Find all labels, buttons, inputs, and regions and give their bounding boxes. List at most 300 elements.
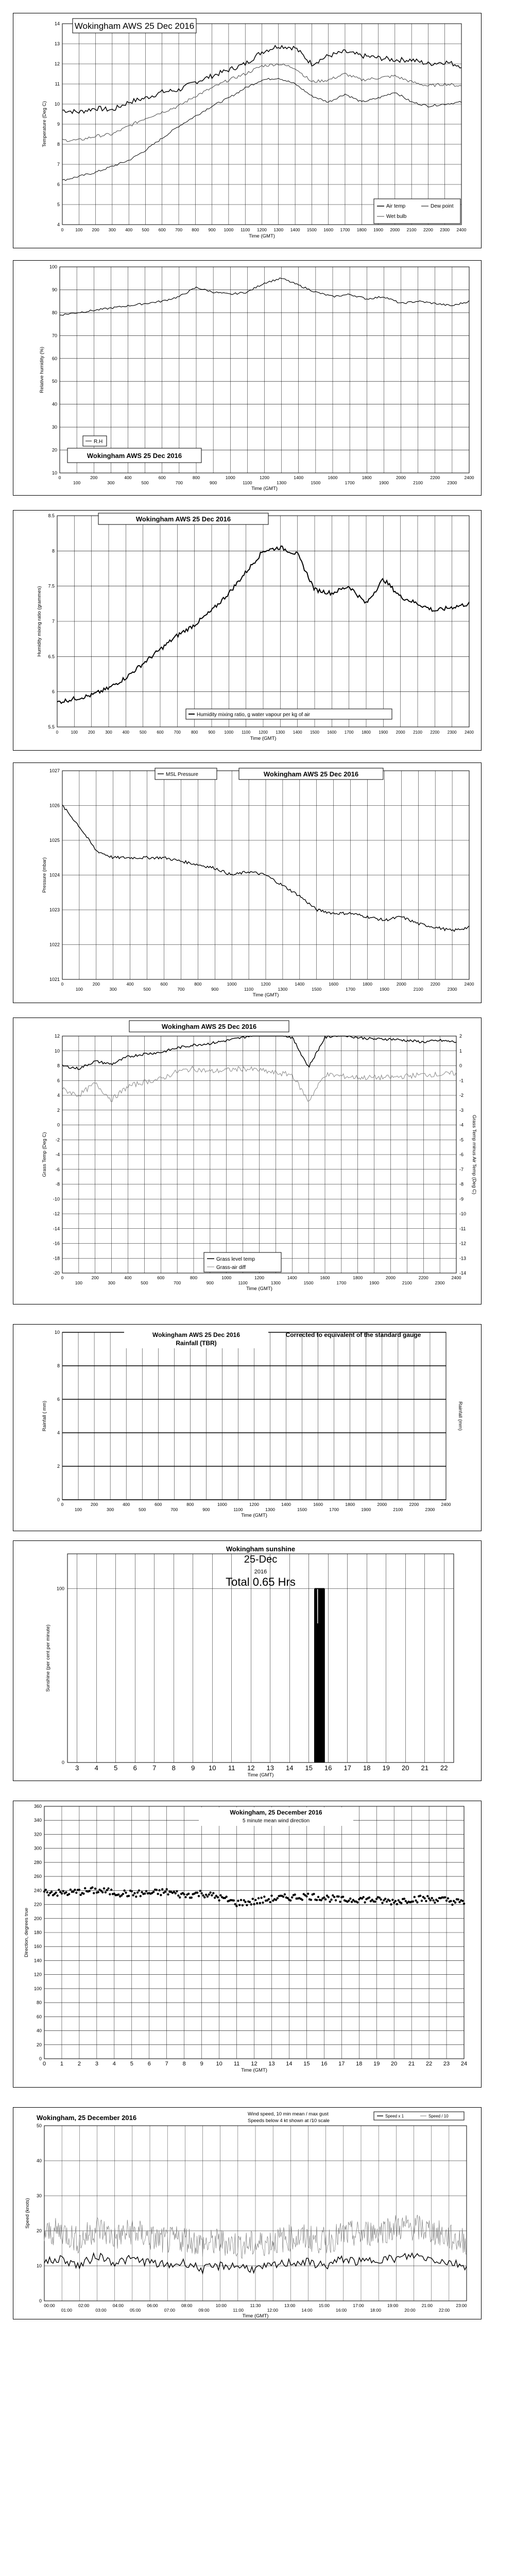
direction-point xyxy=(400,1902,402,1904)
chart-title: Wokingham AWS 25 Dec 2016 xyxy=(152,1331,241,1338)
y-tick-label: 10 xyxy=(52,470,57,476)
y2-tick-label: -4 xyxy=(459,1122,464,1128)
x-tick-label: 1700 xyxy=(346,987,356,992)
x-tick-label: 2200 xyxy=(409,1502,419,1507)
sunshine-chart xyxy=(13,1541,481,1781)
legend-label: Grass-air diff xyxy=(216,1265,246,1270)
y-tick-label: -2 xyxy=(55,1137,60,1143)
x-tick-label: 1200 xyxy=(260,475,269,480)
x-tick-label: 500 xyxy=(141,1280,148,1285)
wind-direction-chart-panel xyxy=(13,1801,482,2088)
x-tick-label: 1700 xyxy=(344,730,354,735)
direction-point xyxy=(270,1894,272,1896)
direction-point xyxy=(430,1899,432,1901)
direction-point xyxy=(256,1902,258,1904)
x-tick-label: 900 xyxy=(206,1280,214,1285)
x-tick-label: 2400 xyxy=(451,1275,461,1280)
y-tick-label: 50 xyxy=(36,2123,42,2128)
y-tick-label: 8 xyxy=(57,1363,60,1368)
x-tick-label: 1900 xyxy=(379,987,389,992)
direction-point xyxy=(246,1904,248,1906)
y2-tick-label: -11 xyxy=(459,1226,466,1231)
x-tick-label: 21 xyxy=(408,2061,415,2067)
x-tick-label: 1400 xyxy=(290,227,300,232)
y-tick-label: 0 xyxy=(61,1760,64,1765)
direction-point xyxy=(405,1900,407,1902)
y-axis-label: Humidity mixing ratio (grammes) xyxy=(37,586,42,657)
direction-point xyxy=(123,1889,125,1891)
x-tick-label: 2300 xyxy=(440,227,450,232)
y-tick-label: 40 xyxy=(36,2028,42,2033)
x-tick-label: 6 xyxy=(133,1764,137,1772)
x-tick-label: 8 xyxy=(182,2061,186,2067)
x-tick-label: 1500 xyxy=(311,480,321,485)
x-tick-label: 1900 xyxy=(379,480,389,485)
direction-point xyxy=(426,1895,428,1897)
x-tick-label: 18 xyxy=(363,1764,371,1772)
direction-point xyxy=(58,1889,60,1891)
direction-point xyxy=(419,1895,421,1897)
x-axis-label: Time (GMT) xyxy=(249,233,275,239)
direction-point xyxy=(333,1896,335,1898)
y-tick-label: 360 xyxy=(33,1804,42,1809)
x-tick-label: 2000 xyxy=(377,1502,387,1507)
legend-label: R.H xyxy=(94,439,103,445)
x-tick-label: 900 xyxy=(202,1507,210,1512)
legend-label: MSL Pressure xyxy=(166,772,198,777)
direction-point xyxy=(217,1896,219,1898)
x-tick-label: 400 xyxy=(124,475,132,480)
x-tick-label: 2200 xyxy=(418,1275,428,1280)
direction-point xyxy=(175,1892,177,1894)
y-axis-label: Temperature (Deg C) xyxy=(42,101,47,147)
x-tick-label: 700 xyxy=(175,480,183,485)
x-tick-label: 10:00 xyxy=(215,2303,227,2308)
direction-point xyxy=(80,1894,82,1896)
direction-point xyxy=(394,1900,397,1902)
y-tick-label: 6.5 xyxy=(48,654,55,659)
x-tick-label: 800 xyxy=(191,730,198,735)
x-tick-label: 100 xyxy=(71,730,78,735)
y-axis-label: Rainfall ( mm) xyxy=(42,1400,47,1432)
x-tick-label: 1600 xyxy=(320,1275,330,1280)
y2-tick-label: 2 xyxy=(459,1033,462,1039)
x-tick-label: 2300 xyxy=(435,1280,445,1285)
direction-point xyxy=(218,1900,220,1902)
x-tick-label: 19 xyxy=(373,2061,380,2067)
y-tick-label: 100 xyxy=(49,264,57,269)
y-tick-label: -8 xyxy=(55,1181,60,1187)
direction-point xyxy=(363,1896,365,1898)
mixing-ratio-chart xyxy=(13,511,481,750)
direction-point xyxy=(396,1903,398,1905)
direction-point xyxy=(65,1891,67,1893)
direction-point xyxy=(289,1900,291,1902)
rainfall-chart xyxy=(13,1325,481,1531)
x-tick-label: 600 xyxy=(157,730,164,735)
x-tick-label: 700 xyxy=(174,1280,181,1285)
y-tick-label: 8.5 xyxy=(48,513,55,518)
y-tick-label: 80 xyxy=(52,310,57,315)
x-tick-label: 2000 xyxy=(386,1275,396,1280)
y-tick-label: 80 xyxy=(36,2000,42,2006)
direction-point xyxy=(457,1899,459,1901)
y-tick-label: 1025 xyxy=(49,838,60,843)
y-axis-label: Direction, degrees true xyxy=(24,1907,29,1958)
legend-label: Grass level temp xyxy=(216,1257,255,1262)
y-tick-label: -20 xyxy=(53,1270,60,1276)
x-tick-label: 0 xyxy=(58,475,61,480)
x-tick-label: 3 xyxy=(75,1764,79,1772)
x-tick-label: 5 xyxy=(130,2061,133,2067)
direction-point xyxy=(212,1892,214,1894)
y-tick-label: 100 xyxy=(56,1586,64,1591)
x-tick-label: 02:00 xyxy=(78,2303,90,2308)
y-tick-label: 12 xyxy=(54,1033,60,1039)
direction-point xyxy=(84,1887,86,1889)
y-tick-label: 340 xyxy=(33,1818,42,1823)
y-tick-label: 0 xyxy=(39,2298,42,2303)
humidity-chart xyxy=(13,261,481,495)
direction-point xyxy=(70,1889,72,1891)
x-tick-label: 800 xyxy=(186,1502,194,1507)
x-tick-label: 600 xyxy=(158,475,166,480)
temperature-chart xyxy=(13,13,481,248)
x-tick-label: 100 xyxy=(75,227,83,232)
x-tick-label: 7 xyxy=(165,2061,168,2067)
direction-point xyxy=(301,1899,303,1901)
direction-point xyxy=(437,1900,439,1902)
x-tick-label: 100 xyxy=(75,987,83,992)
y-tick-label: 6 xyxy=(57,182,60,187)
y-tick-label: 5 xyxy=(57,202,60,207)
chart-title: Wokingham, 25 December 2016 xyxy=(230,1809,322,1816)
x-tick-label: 11:30 xyxy=(250,2303,261,2308)
y-tick-label: 7 xyxy=(57,162,60,167)
direction-point xyxy=(110,1889,112,1891)
direction-point xyxy=(423,1897,425,1900)
direction-point xyxy=(132,1894,134,1896)
y-tick-label: 8 xyxy=(57,142,60,147)
x-tick-label: 2000 xyxy=(396,730,405,735)
x-tick-label: 900 xyxy=(208,730,215,735)
x-tick-label: 1000 xyxy=(225,475,235,480)
x-tick-label: 900 xyxy=(208,227,216,232)
x-tick-label: 1400 xyxy=(294,475,304,480)
direction-point xyxy=(187,1893,190,1895)
direction-point xyxy=(356,1901,358,1903)
direction-point xyxy=(161,1888,163,1890)
y-tick-label: -10 xyxy=(53,1196,60,1202)
x-tick-label: 04:00 xyxy=(112,2303,124,2308)
x-tick-label: 08:00 xyxy=(181,2303,193,2308)
y-tick-label: -18 xyxy=(53,1256,60,1261)
direction-point xyxy=(330,1899,332,1901)
x-tick-label: 500 xyxy=(139,1507,146,1512)
direction-point xyxy=(103,1887,105,1889)
x-tick-label: 1200 xyxy=(249,1502,259,1507)
x-tick-label: 2 xyxy=(77,2061,81,2067)
y2-tick-label: -8 xyxy=(459,1181,464,1187)
x-tick-label: 0 xyxy=(61,981,64,987)
y2-axis-label: Rainfall (mm) xyxy=(457,1401,463,1431)
x-tick-label: 17 xyxy=(338,2061,345,2067)
x-tick-label: 1800 xyxy=(362,730,371,735)
x-tick-label: 21:00 xyxy=(421,2303,433,2308)
y-tick-label: 5.5 xyxy=(48,724,55,730)
x-tick-label: 700 xyxy=(177,987,185,992)
x-axis-label: Time (GMT) xyxy=(241,2067,267,2073)
direction-point xyxy=(93,1892,95,1894)
direction-point xyxy=(179,1896,181,1899)
direction-point xyxy=(156,1889,158,1891)
direction-point xyxy=(68,1893,70,1895)
temperature-chart-panel xyxy=(13,13,482,248)
x-tick-label: 12 xyxy=(247,1764,255,1772)
direction-point xyxy=(428,1897,430,1900)
grass-temp-chart-panel xyxy=(13,1018,482,1304)
direction-point xyxy=(391,1899,393,1901)
x-tick-label: 22 xyxy=(425,2061,433,2067)
y-axis-label: Relative humidity (%) xyxy=(39,347,45,393)
x-tick-label: 14:00 xyxy=(301,2308,313,2313)
y-tick-label: 14 xyxy=(54,21,60,26)
x-tick-label: 2100 xyxy=(402,1280,412,1285)
direction-point xyxy=(444,1896,446,1899)
direction-point xyxy=(461,1900,464,1902)
x-tick-label: 1400 xyxy=(287,1275,297,1280)
x-tick-label: 1000 xyxy=(224,730,234,735)
y-tick-label: 1027 xyxy=(49,768,60,773)
x-tick-label: 11:00 xyxy=(233,2308,244,2313)
direction-point xyxy=(349,1897,351,1900)
x-tick-label: 1300 xyxy=(273,227,284,232)
x-tick-label: 1300 xyxy=(265,1507,276,1512)
direction-point xyxy=(205,1894,207,1896)
x-tick-label: 1500 xyxy=(306,227,317,232)
y-tick-label: 180 xyxy=(33,1930,42,1935)
direction-point xyxy=(335,1899,337,1901)
x-tick-label: 1200 xyxy=(259,730,268,735)
x-tick-label: 0 xyxy=(61,227,64,232)
pressure-chart xyxy=(13,763,481,1003)
x-tick-label: 1100 xyxy=(244,987,254,992)
x-tick-label: 600 xyxy=(160,981,168,987)
direction-point xyxy=(46,1891,48,1893)
rainfall-chart-panel xyxy=(13,1324,482,1531)
direction-point xyxy=(191,1896,193,1899)
x-axis-label: Time (GMT) xyxy=(242,2313,269,2319)
y-tick-label: 140 xyxy=(33,1958,42,1963)
y-tick-label: -4 xyxy=(55,1152,60,1157)
direction-point xyxy=(183,1893,185,1895)
y-tick-label: 4 xyxy=(57,222,60,227)
x-tick-label: 600 xyxy=(158,227,166,232)
direction-point xyxy=(414,1896,416,1898)
direction-point xyxy=(454,1902,456,1904)
direction-point xyxy=(337,1895,339,1897)
direction-point xyxy=(240,1899,242,1901)
direction-point xyxy=(226,1895,228,1897)
x-tick-label: 4 xyxy=(112,2061,116,2067)
direction-point xyxy=(263,1895,265,1897)
x-tick-label: 6 xyxy=(147,2061,151,2067)
x-tick-label: 23 xyxy=(443,2061,450,2067)
direction-point xyxy=(198,1895,200,1897)
x-tick-label: 1000 xyxy=(221,1275,232,1280)
y-tick-label: 30 xyxy=(52,425,57,430)
chart-total: Total 0.65 Hrs xyxy=(226,1575,296,1588)
y-tick-label: 7.5 xyxy=(48,583,55,589)
legend-label: Air temp xyxy=(386,204,406,209)
grass-temp-chart xyxy=(13,1018,481,1304)
x-tick-label: 1700 xyxy=(336,1280,347,1285)
y-tick-label: 4 xyxy=(57,1093,60,1098)
y-tick-label: 20 xyxy=(36,2228,42,2233)
y-tick-label: 60 xyxy=(36,2014,42,2020)
direction-point xyxy=(50,1891,53,1893)
x-tick-label: 2400 xyxy=(441,1502,451,1507)
direction-point xyxy=(133,1892,135,1894)
x-tick-label: 2300 xyxy=(447,480,457,485)
direction-point xyxy=(125,1892,127,1894)
x-tick-label: 1500 xyxy=(312,987,322,992)
direction-point xyxy=(329,1901,331,1903)
y-tick-label: 320 xyxy=(33,1832,42,1837)
direction-point xyxy=(386,1901,388,1903)
x-tick-label: 100 xyxy=(75,1280,82,1285)
direction-point xyxy=(320,1899,322,1901)
y-axis-label: Speed (knots) xyxy=(25,2198,30,2229)
y-tick-label: 260 xyxy=(33,1874,42,1879)
direction-point xyxy=(211,1894,213,1896)
chart-title: Wokingham AWS 25 Dec 2016 xyxy=(87,452,182,460)
y2-tick-label: -6 xyxy=(459,1152,464,1157)
x-tick-label: 1800 xyxy=(353,1275,363,1280)
x-tick-label: 1800 xyxy=(363,981,372,987)
x-tick-label: 1900 xyxy=(361,1507,371,1512)
x-tick-label: 2000 xyxy=(396,981,406,987)
direction-point xyxy=(97,1891,99,1893)
y-tick-label: 1023 xyxy=(49,907,60,912)
direction-point xyxy=(43,1890,45,1892)
y-tick-label: 1024 xyxy=(49,872,60,878)
y2-tick-label: -1 xyxy=(459,1078,464,1083)
chart-note: Speeds below 4 kt shown at /10 scale xyxy=(248,2118,330,2124)
x-tick-label: 300 xyxy=(107,480,115,485)
x-tick-label: 1600 xyxy=(323,227,334,232)
chart-note: Corrected to equivalent of the standard gauge xyxy=(285,1331,421,1338)
x-tick-label: 800 xyxy=(192,227,199,232)
y2-tick-label: -13 xyxy=(459,1256,467,1261)
legend-label: Speed x 1 xyxy=(385,2114,404,2119)
x-tick-label: 2200 xyxy=(430,730,440,735)
direction-point xyxy=(141,1891,143,1893)
direction-point xyxy=(364,1901,366,1903)
x-tick-label: 06:00 xyxy=(147,2303,158,2308)
direction-point xyxy=(269,1901,271,1903)
x-tick-label: 2300 xyxy=(447,987,457,992)
x-tick-label: 1200 xyxy=(254,1275,264,1280)
legend-box xyxy=(374,199,460,224)
direction-point xyxy=(164,1891,166,1893)
x-axis-label: Time (GMT) xyxy=(251,486,278,492)
direction-point xyxy=(160,1894,162,1896)
x-tick-label: 2400 xyxy=(464,981,474,987)
x-tick-label: 0 xyxy=(61,1275,64,1280)
x-tick-label: 1600 xyxy=(327,730,337,735)
x-tick-label: 2100 xyxy=(413,730,422,735)
y-tick-label: 6 xyxy=(57,1397,60,1402)
direction-point xyxy=(202,1894,204,1896)
y-tick-label: 4 xyxy=(57,1430,60,1435)
x-tick-label: 1100 xyxy=(243,480,252,485)
direction-point xyxy=(62,1890,64,1892)
direction-point xyxy=(209,1891,211,1893)
x-tick-label: 2400 xyxy=(465,730,474,735)
x-tick-label: 2300 xyxy=(447,730,457,735)
direction-point xyxy=(158,1889,160,1891)
x-tick-label: 19:00 xyxy=(387,2303,399,2308)
direction-point xyxy=(307,1893,309,1895)
direction-point xyxy=(324,1899,327,1901)
wind-direction-chart xyxy=(13,1801,481,2087)
x-tick-label: 0 xyxy=(42,2061,46,2067)
x-tick-label: 00:00 xyxy=(44,2303,55,2308)
direction-point xyxy=(167,1893,169,1895)
y2-tick-label: -9 xyxy=(459,1196,464,1202)
x-tick-label: 13 xyxy=(268,2061,275,2067)
direction-point xyxy=(431,1897,433,1899)
x-tick-label: 2400 xyxy=(464,475,474,480)
x-tick-label: 200 xyxy=(88,730,95,735)
y-tick-label: 40 xyxy=(52,401,57,407)
x-tick-label: 24 xyxy=(460,2061,468,2067)
x-tick-label: 11 xyxy=(228,1764,235,1772)
direction-point xyxy=(368,1896,370,1899)
x-tick-label: 600 xyxy=(154,1502,162,1507)
direction-point xyxy=(131,1890,133,1892)
direction-point xyxy=(238,1904,241,1906)
x-tick-label: 1600 xyxy=(313,1502,323,1507)
direction-point xyxy=(463,1903,465,1905)
y-tick-label: -6 xyxy=(55,1166,60,1172)
x-tick-label: 13:00 xyxy=(284,2303,296,2308)
x-tick-label: 1100 xyxy=(241,227,250,232)
y-tick-label: 90 xyxy=(52,287,57,293)
y-tick-label: 0 xyxy=(57,1122,60,1128)
direction-point xyxy=(56,1894,58,1896)
x-axis-label: Time (GMT) xyxy=(252,992,279,998)
x-tick-label: 900 xyxy=(211,987,219,992)
x-tick-label: 400 xyxy=(126,981,134,987)
y2-tick-label: -7 xyxy=(459,1166,464,1172)
direction-point xyxy=(259,1902,261,1904)
x-tick-label: 600 xyxy=(157,1275,165,1280)
x-tick-label: 700 xyxy=(170,1507,178,1512)
y-tick-label: 9 xyxy=(57,122,60,127)
direction-point xyxy=(89,1890,91,1892)
x-tick-label: 12 xyxy=(251,2061,258,2067)
y-tick-label: 8 xyxy=(57,1063,60,1069)
y2-tick-label: -3 xyxy=(459,1107,464,1113)
x-tick-label: 15:00 xyxy=(318,2303,330,2308)
direction-point xyxy=(152,1891,154,1893)
y-tick-label: 120 xyxy=(33,1972,42,1977)
y2-tick-label: -14 xyxy=(459,1270,467,1276)
direction-point xyxy=(176,1890,178,1892)
x-tick-label: 400 xyxy=(123,1502,130,1507)
